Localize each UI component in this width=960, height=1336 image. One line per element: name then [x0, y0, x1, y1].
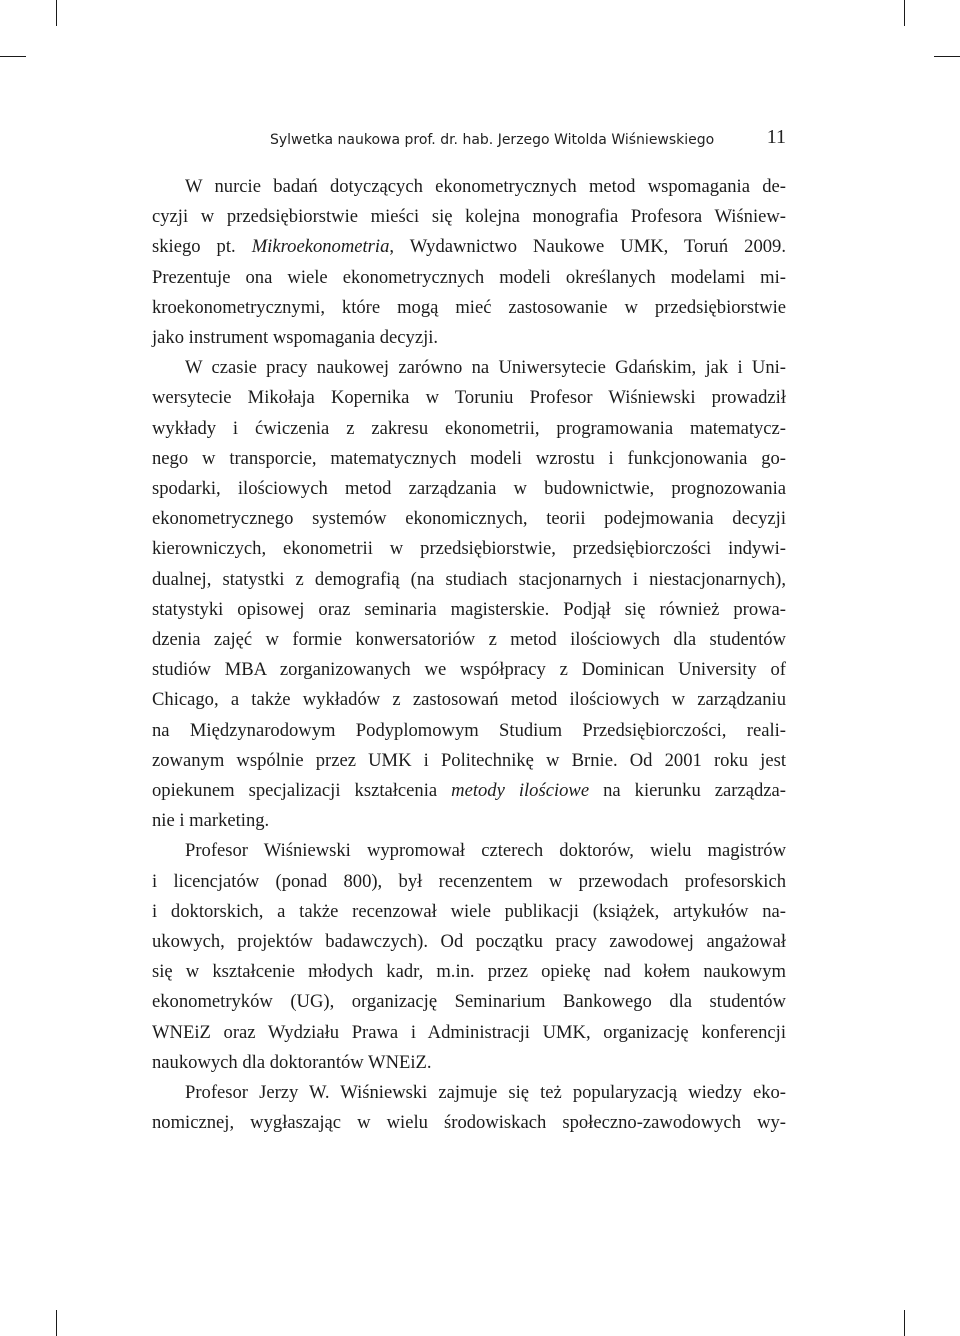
text-line: Profesor Wiśniewski wypromował czterech doktorów, wielu magistrów: [185, 840, 786, 862]
text-line: ukowych, projektów badawczych). Od początku pracy zawodowej angażował: [152, 931, 786, 953]
text-line: opiekunem specjalizacji kształcenia metody ilościowe na kierunku zarządza-: [152, 780, 786, 802]
body-text: [152, 172, 786, 1139]
crop-mark-bottom-left: [56, 1310, 57, 1336]
text-line: dualnej, statystki z demografią (na studiach stacjonarnych i niestacjonarnych),: [152, 568, 786, 590]
text-line: i doktorskich, a także recenzował wiele publikacji (książek, artykułów na-: [152, 900, 786, 922]
crop-mark-top-left: [56, 0, 57, 26]
text-line: WNEiZ oraz Wydziału Prawa i Administracji UMK, organizację konferencji: [152, 1021, 786, 1043]
text-line: Chicago, a także wykładów z zastosowań metod ilościowych w zarządzaniu: [152, 689, 786, 711]
text-line: Prezentuje ona wiele ekonometrycznych modeli określanych modelami mi-: [152, 266, 786, 288]
text-line: zowanym wspólnie przez UMK i Politechnikę w Brnie. Od 2001 roku jest: [152, 749, 786, 771]
italic-title: Mikroekonometria: [251, 236, 390, 258]
text-line: ekonometrycznego systemów ekonomicznych, teorii podejmowania decyzji: [152, 508, 786, 530]
text-line: cyzji w przedsiębiorstwie mieści się kolejna monografia Profesora Wiśniew-: [152, 206, 786, 228]
text-line: skiego pt. Mikroekonometria, Wydawnictwo Naukowe UMK, Toruń 2009.: [152, 236, 786, 258]
text-line: naukowych dla doktorantów WNEiZ.: [152, 1051, 432, 1073]
paragraph-4: [152, 1078, 786, 1138]
text-line: ekonometryków (UG), organizację Seminarium Bankowego dla studentów: [152, 991, 786, 1013]
text-line: wersytecie Mikołaja Kopernika w Toruniu Profesor Wiśniewski prowadził: [152, 387, 786, 409]
text-line: nie i marketing.: [152, 810, 270, 832]
text-line: W czasie pracy naukowej zarówno na Uniwersytecie Gdańskim, jak i Uni-: [185, 357, 786, 379]
page-number: 11: [766, 126, 786, 148]
text-line: W nurcie badań dotyczących ekonometrycznych metod wspomagania de-: [185, 176, 786, 197]
text-line: kroekonometrycznymi, które mogą mieć zastosowanie w przedsiębiorstwie: [152, 296, 786, 318]
crop-mark-top-right-horizontal: [934, 56, 960, 57]
text-line: wykłady i ćwiczenia z zakresu ekonometrii, programowania matematycz-: [152, 417, 786, 439]
text-line: statystyki opisowej oraz seminaria magisterskie. Podjął się również prowa-: [152, 598, 786, 620]
text-line: i licencjatów (ponad 800), był recenzentem w przewodach profesorskich: [152, 870, 786, 892]
running-title: Sylwetka naukowa prof. dr. hab. Jerzego Witolda Wiśniewskiego: [270, 132, 715, 148]
text-line: studiów MBA zorganizowanych we współpracy z Dominican University of: [152, 659, 786, 681]
page-header: [152, 126, 786, 156]
crop-mark-top-left-horizontal: [0, 56, 26, 57]
paragraph-2: [152, 353, 786, 836]
paragraph-3: [152, 836, 786, 1078]
italic-phrase: metody ilościowe: [451, 780, 590, 802]
text-line: na Międzynarodowym Podyplomowym Studium Przedsiębiorczości, reali-: [152, 719, 786, 741]
text-line: dzenia zajęć w formie konwersatoriów z metod ilościowych dla studentów: [152, 629, 786, 651]
crop-mark-bottom-right: [904, 1310, 905, 1336]
crop-mark-top-right: [904, 0, 905, 26]
text-line: jako instrument wspomagania decyzji.: [152, 327, 439, 349]
text-line: Profesor Jerzy W. Wiśniewski zajmuje się też popularyzacją wiedzy eko-: [185, 1082, 786, 1104]
text-line: spodarki, ilościowych metod zarządzania w budownictwie, prognozowania: [152, 478, 786, 500]
text-line: kierowniczych, ekonometrii w przedsiębiorstwie, przedsiębiorczości indywi-: [152, 538, 786, 560]
text-line: nomicznej, wygłaszając w wielu środowiskach społeczno-zawodowych wy-: [152, 1112, 786, 1134]
text-line: się w kształcenie młodych kadr, m.in. przez opiekę nad kołem naukowym: [152, 961, 786, 983]
text-line: nego w transporcie, matematycznych modeli wzrostu i funkcjonowania go-: [152, 447, 786, 469]
paragraph-1: [152, 172, 786, 353]
